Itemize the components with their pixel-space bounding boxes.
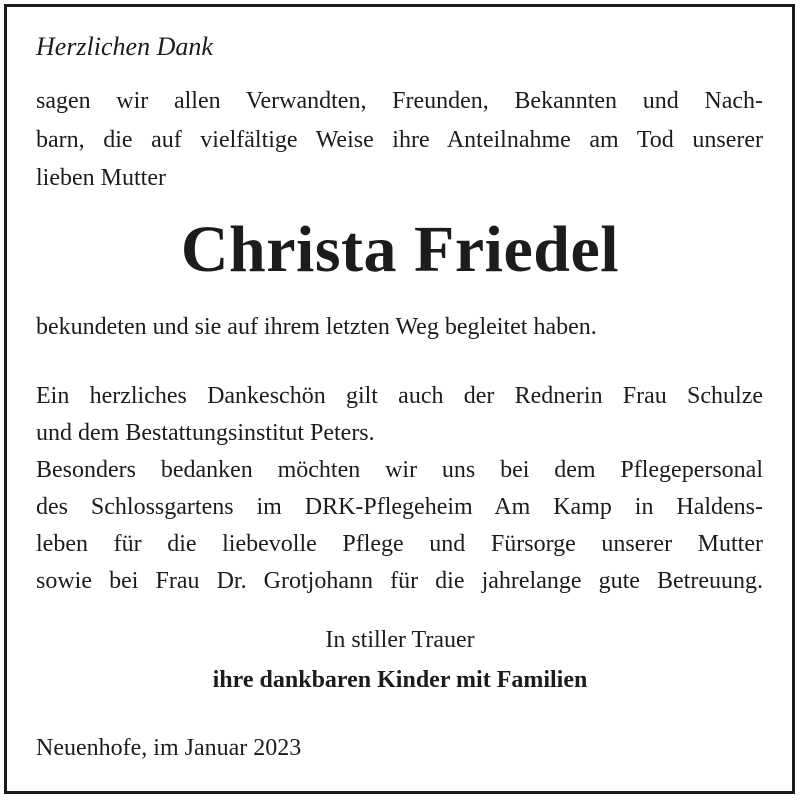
notice-heading: Herzlichen Dank: [36, 32, 213, 61]
intro-line-3: lieben Mutter: [36, 165, 166, 191]
intro-line-1: sagen wir allen Verwandten, Freunden, Bekannten und Nach-: [36, 88, 763, 114]
deceased-name: Christa Friedel: [180, 213, 620, 286]
signature-text: ihre dankbaren Kinder mit Familien: [212, 667, 588, 693]
mourning-text: In stiller Trauer: [325, 627, 475, 653]
thanks-line-5: leben für die liebevolle Pflege und Fürsorge unserer Mutter: [36, 531, 763, 557]
intro-line-2: barn, die auf vielfältige Weise ihre Anteilnahme am Tod unserer: [36, 127, 763, 153]
place-date: Neuenhofe, im Januar 2023: [36, 735, 302, 761]
thanks-line-1: Ein herzliches Dankeschön gilt auch der Rednerin Frau Schulze: [36, 383, 763, 409]
thanks-line-3: Besonders bedanken möchten wir uns bei dem Pflegepersonal: [36, 457, 763, 483]
after-name-text: bekundeten und sie auf ihrem letzten Weg begleitet haben.: [36, 314, 597, 340]
thanks-line-2: und dem Bestattungsinstitut Peters.: [36, 420, 375, 446]
thanks-line-4: des Schlossgartens im DRK-Pflegeheim Am Kamp in Haldens-: [36, 494, 763, 520]
thanks-line-6: sowie bei Frau Dr. Grotjohann für die jahrelange gute Betreuung.: [36, 568, 763, 594]
